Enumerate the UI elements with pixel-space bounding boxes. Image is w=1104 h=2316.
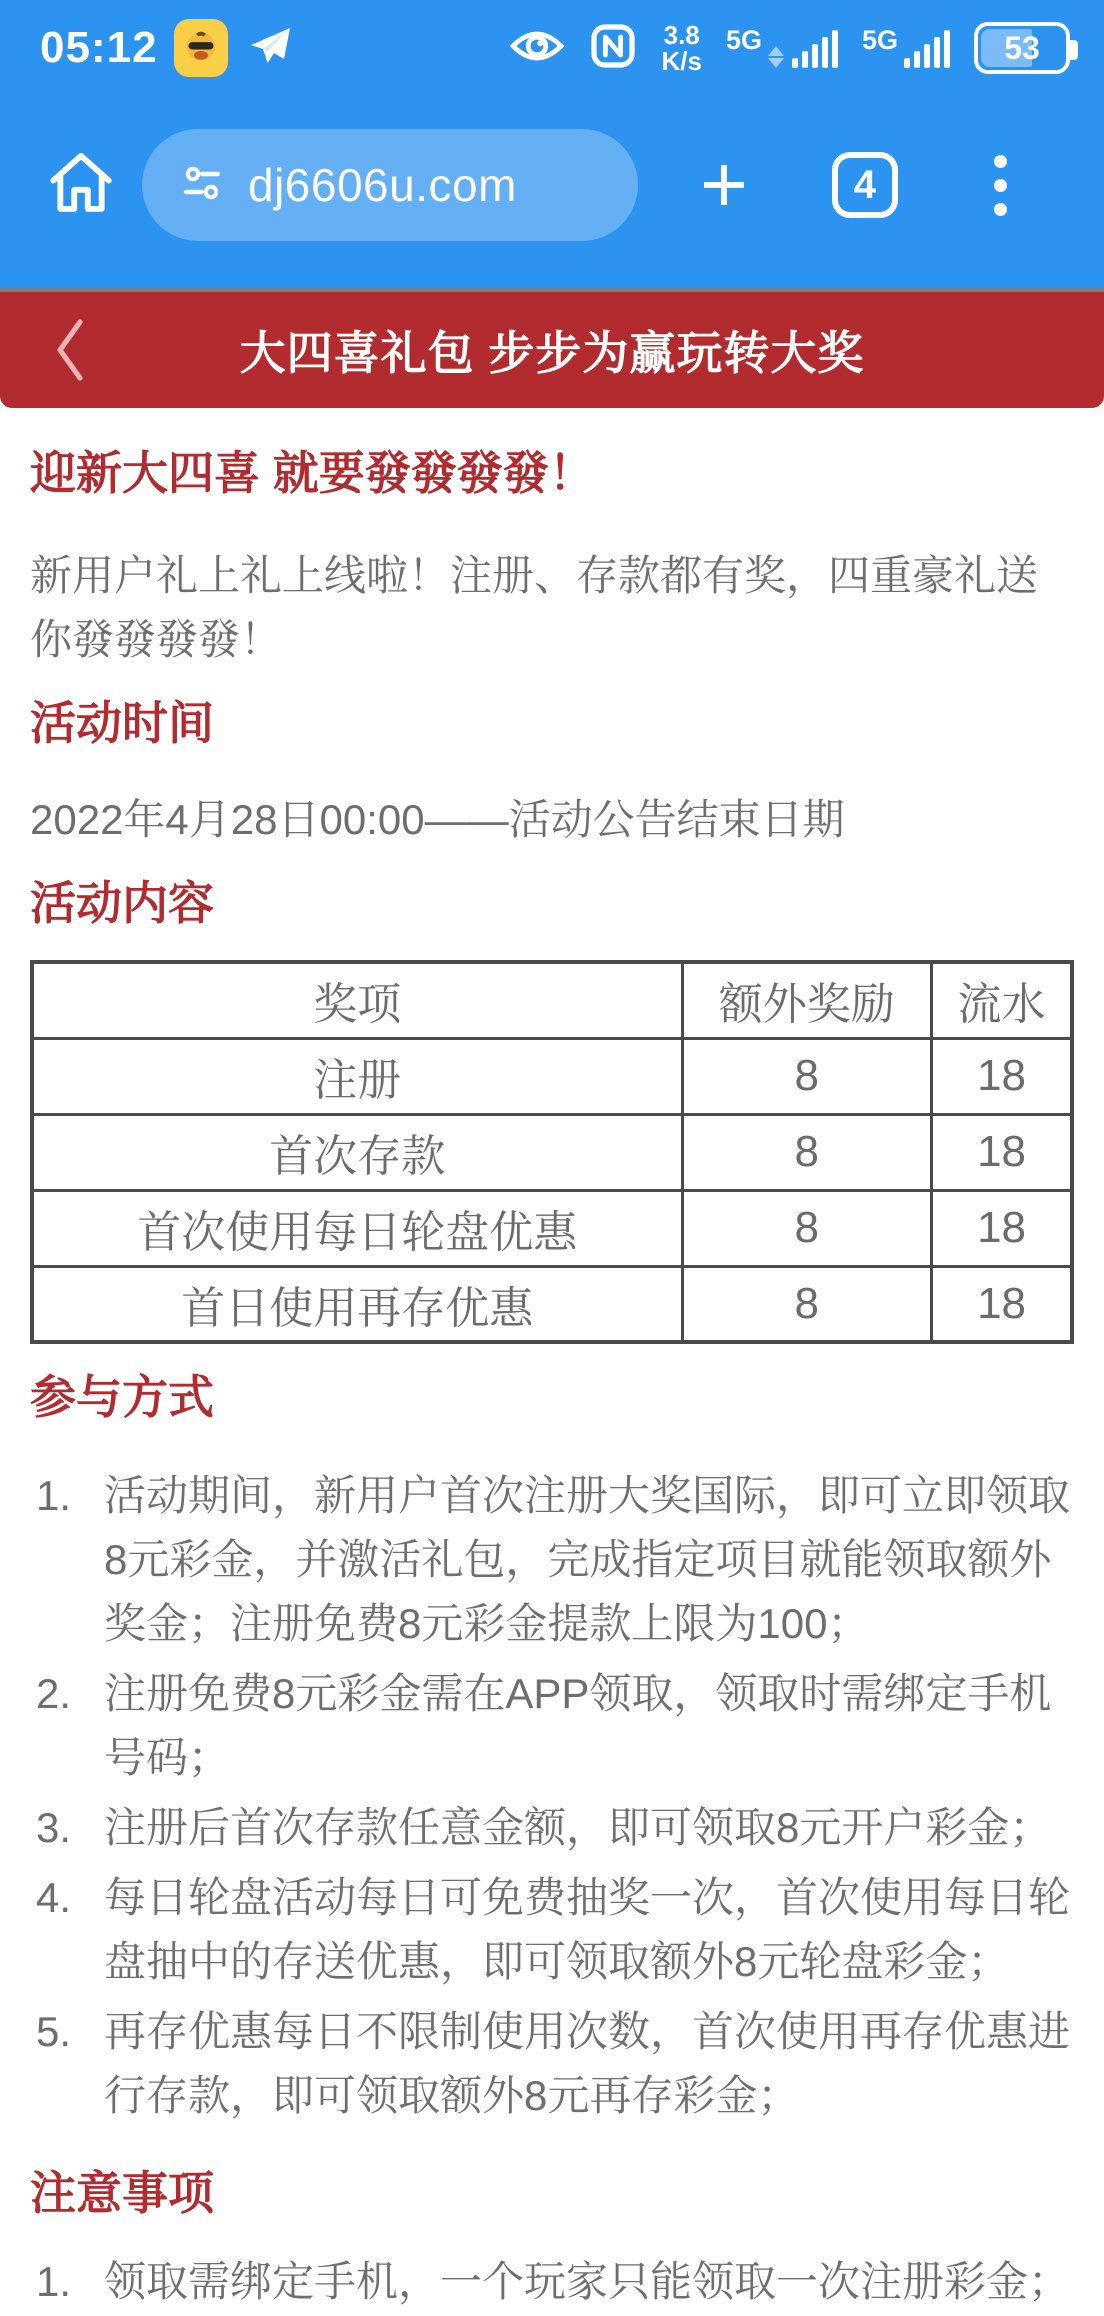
signal-bars-icon [792, 28, 838, 68]
table-header-row [32, 962, 1072, 1038]
cell-prize: 首次使用每日轮盘优惠 [32, 1190, 682, 1266]
nfc-icon [589, 22, 637, 75]
data-activity-arrows [768, 46, 784, 68]
signal-sim1: 5G [726, 28, 838, 68]
item-text: 每日轮盘活动每日可免费抽奖一次，首次使用每日轮盘抽中的存送优惠，即可领取额外8元轮盘彩金； [104, 1874, 1071, 1985]
list-item [30, 2000, 1074, 2128]
tab-counter-button[interactable]: 4 [832, 152, 898, 218]
cell-bonus: 8 [682, 1038, 932, 1114]
list-item [30, 1464, 1074, 1656]
status-bar [0, 0, 1104, 90]
table-row [32, 1114, 1072, 1190]
time-paragraph: 2022年4月28日00:00——活动公告结束日期 [30, 796, 845, 843]
join-list [30, 1464, 1074, 2128]
item-text: 再存优惠每日不限制使用次数，首次使用再存优惠进行存款，即可领取额外8元再存彩金； [104, 2008, 1071, 2119]
item-number: 1. [36, 2258, 72, 2305]
cell-prize: 首日使用再存优惠 [32, 1266, 682, 1342]
notes-heading: 注意事项 [30, 2167, 214, 2219]
intro-heading: 迎新大四喜 就要發發發發！ [30, 447, 595, 499]
list-item [30, 1662, 1074, 1790]
rewards-table [30, 960, 1074, 1344]
telegram-plane-icon [244, 22, 296, 75]
list-item [30, 1866, 1074, 1994]
duck-app-icon [174, 19, 228, 77]
page-title: 大四喜礼包 步步为赢玩转大奖 [239, 327, 865, 379]
item-number: 2. [36, 1670, 72, 1717]
cell-turnover: 18 [932, 1190, 1072, 1266]
browser-toolbar [0, 90, 1104, 288]
url-text: dj6606u.com [248, 159, 517, 211]
col-header-bonus: 额外奖励 [682, 962, 932, 1038]
url-bar[interactable] [142, 129, 638, 241]
eye-icon [509, 25, 565, 72]
back-chevron-icon[interactable] [52, 316, 88, 389]
signal-sim2: 5G [862, 28, 950, 68]
table-row [32, 1266, 1072, 1342]
clock: 05:12 [40, 23, 158, 72]
item-number: 3. [36, 1804, 72, 1851]
cell-turnover: 18 [932, 1266, 1072, 1342]
join-heading: 参与方式 [30, 1371, 214, 1423]
cell-turnover: 18 [932, 1038, 1072, 1114]
item-text: 注册免费8元彩金需在APP领取，领取时需绑定手机号码； [104, 1670, 1052, 1781]
cell-bonus: 8 [682, 1114, 932, 1190]
network-speed: 3.8 K/s [661, 20, 702, 76]
item-text: 注册后首次存款任意金额，即可领取8元开户彩金； [104, 1804, 1052, 1851]
col-header-turnover: 流水 [932, 962, 1072, 1038]
activity-heading: 活动内容 [30, 877, 214, 929]
promo-content [0, 444, 1104, 2314]
cell-turnover: 18 [932, 1114, 1072, 1190]
item-number: 5. [36, 2008, 72, 2055]
item-text: 领取需绑定手机，一个玩家只能领取一次注册彩金； [104, 2258, 1071, 2305]
page-header [0, 292, 1104, 408]
battery-icon [974, 22, 1070, 74]
time-heading: 活动时间 [30, 697, 214, 749]
cell-prize: 首次存款 [32, 1114, 682, 1190]
cell-bonus: 8 [682, 1266, 932, 1342]
intro-paragraph: 新用户礼上礼上线啦！注册、存款都有奖，四重豪礼送你發發發發！ [30, 552, 1039, 663]
table-row [32, 1038, 1072, 1114]
tune-icon[interactable] [178, 159, 226, 212]
list-item [30, 1796, 1074, 1860]
item-number: 4. [36, 1874, 72, 1921]
item-number: 1. [36, 1472, 72, 1519]
signal-bars-icon [904, 28, 950, 68]
cell-prize: 注册 [32, 1038, 682, 1114]
home-icon[interactable] [44, 146, 118, 225]
notes-list [30, 2250, 1074, 2314]
col-header-prize: 奖项 [32, 962, 682, 1038]
item-text: 活动期间，新用户首次注册大奖国际，即可立即领取8元彩金，并激活礼包，完成指定项目就能领取额外奖金；注册免费8元彩金提款上限为100； [104, 1472, 1071, 1647]
list-item [30, 2250, 1074, 2314]
new-tab-button[interactable]: + [700, 139, 748, 230]
cell-bonus: 8 [682, 1190, 932, 1266]
kebab-menu-icon[interactable] [994, 155, 1007, 216]
battery-percent: 53 [1004, 29, 1040, 66]
table-row [32, 1190, 1072, 1266]
